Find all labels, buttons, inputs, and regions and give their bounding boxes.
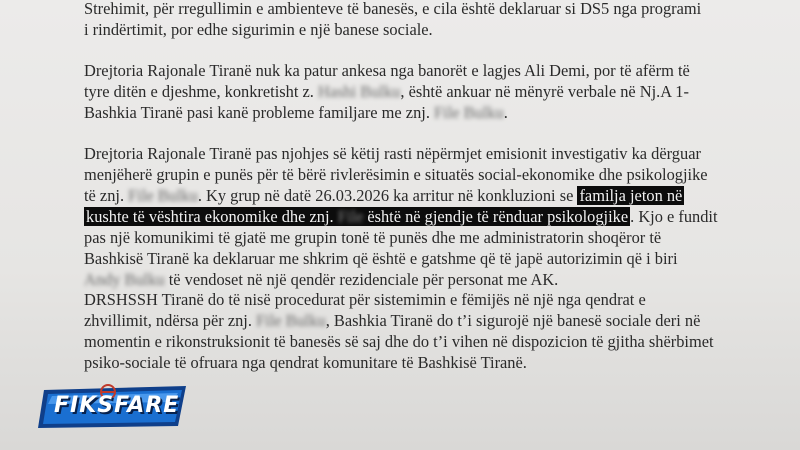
text-fragment: . Ky grup në datë 26.03.2026 ka arritur në konkluzioni se (197, 186, 578, 205)
text-fragment: , është ankuar në mënyrë verbale në Nj.A 1- (400, 82, 689, 101)
redacted-name: Hashi Bulku (317, 82, 401, 101)
redacted-name: File (337, 207, 364, 226)
text-fragment: . (503, 103, 508, 122)
text-fragment: Bashkia Tiranë pasi kanë probleme familjare me znj. (84, 103, 435, 122)
text-line (84, 310, 724, 331)
paragraph-2 (84, 60, 724, 123)
text-line: psiko-sociale të ofruara nga qendrat komunitare të Bashkisë Tiranë. (84, 353, 527, 372)
paragraph-1 (84, 0, 724, 40)
text-line: Drejtoria Rajonale Tiranë nuk ka patur ankesa nga banorët e lagjes Ali Demi, por të afërm të (84, 61, 690, 80)
text-fragment: tyre ditën e djeshme, konkretisht z. (84, 82, 318, 101)
text-line: Strehimit, për rregullimin e ambienteve të banesës, e cila është deklaruar si DS5 nga programi (84, 0, 702, 18)
redacted-name: File Bulku (434, 103, 504, 122)
text-line: Drejtoria Rajonale Tiranë pas njohjes së këtij rasti nëpërmjet emisionit investigativ ka dërguar (84, 144, 701, 163)
text-line (84, 185, 724, 206)
text-line (84, 102, 724, 123)
text-line: DRSHSSH Tiranë do të nisë procedurat për sistemimin e fëmijës në një nga qendrat e (84, 290, 646, 309)
redacted-name: Andy Bulku (84, 270, 165, 289)
paragraph-4 (84, 289, 724, 373)
text-line: Bashkisë Tiranë ka deklaruar me shkrim që është e gatshme që të japë autorizimin që i biri (84, 249, 678, 268)
redacted-name: File Bulku (128, 186, 198, 205)
highlighted-fragment: kushte të vështira ekonomike dhe znj. (86, 207, 338, 226)
text-fragment: të znj. (84, 186, 129, 205)
highlighted-text: familja jeton në (579, 186, 683, 205)
logo-text: FIKSFARE (54, 393, 180, 418)
tv-channel-logo-icon (38, 382, 188, 430)
highlighted-text (84, 207, 630, 226)
text-fragment: të vendoset në një qendër rezidenciale për personat me AK. (164, 270, 559, 289)
text-line (84, 269, 724, 290)
text-line: i rindërtimit, por edhe sigurimin e një banese sociale. (84, 20, 433, 39)
redacted-name: File Bulku (256, 311, 326, 330)
text-fragment: , Bashkia Tiranë do t’i sigurojë një banesë sociale deri në (325, 311, 701, 330)
highlighted-fragment: është në gjendje të rënduar psikologjike (363, 207, 629, 226)
text-line: menjëherë grupin e punës për të bërë rivlerësimin e situatës social-ekonomike dhe psikologjike (84, 165, 708, 184)
paragraph-3 (84, 143, 724, 290)
text-line: momentin e rikonstruksionit të banesës së saj dhe do t’i vihen në dispozicion të gjitha shërbimet (84, 332, 714, 351)
text-line (84, 81, 724, 102)
text-line: pas një komunikimi të gjatë me grupin tonë të punës dhe me administratorin shoqëror të (84, 228, 662, 247)
text-fragment: zhvillimit, ndërsa për znj. (84, 311, 257, 330)
text-fragment: . Kjo e fundit (630, 207, 718, 226)
text-line (84, 206, 724, 227)
